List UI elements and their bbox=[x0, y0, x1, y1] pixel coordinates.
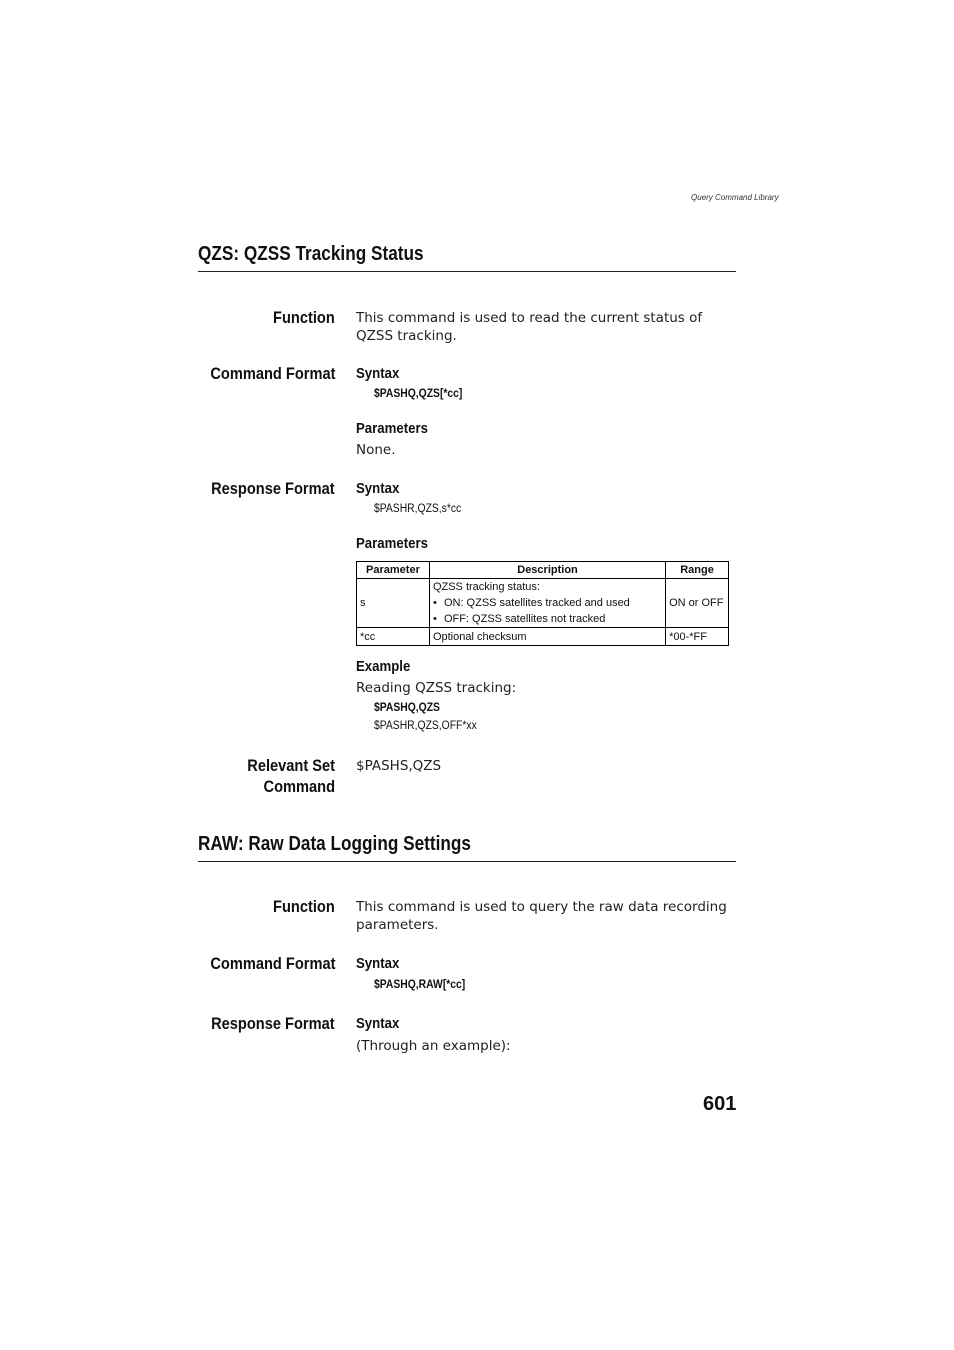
function-label: Function bbox=[273, 308, 335, 327]
table-cell-param: s bbox=[357, 579, 430, 628]
syntax-heading: Syntax bbox=[356, 1015, 400, 1032]
example-text: Reading QZSS tracking: bbox=[356, 680, 517, 696]
table-row bbox=[357, 628, 729, 646]
table-row bbox=[357, 579, 729, 628]
parameters-text: None. bbox=[356, 442, 396, 458]
section-title-raw: RAW: Raw Data Logging Settings bbox=[198, 833, 471, 855]
response-syntax: $PASHR,QZS,s*cc bbox=[374, 503, 462, 515]
command-syntax: $PASHQ,QZS[*cc] bbox=[374, 388, 463, 400]
relevant-set-command: $PASHS,QZS bbox=[356, 758, 442, 774]
function-description: This command is used to query the raw data recording parameters. bbox=[356, 899, 727, 933]
parameters-table bbox=[356, 561, 729, 646]
table-cell-description: Optional checksum bbox=[429, 628, 665, 646]
example-response: $PASHR,QZS,OFF*xx bbox=[374, 720, 477, 732]
function-description: This command is used to read the current status of QZSS tracking. bbox=[356, 310, 703, 344]
response-format-label: Response Format bbox=[211, 479, 335, 498]
list-item: • ON: QZSS satellites tracked and used bbox=[432, 597, 630, 609]
section-rule bbox=[198, 271, 736, 272]
table-cell-range: *00-*FF bbox=[666, 628, 729, 646]
example-command: $PASHQ,QZS bbox=[374, 702, 440, 714]
parameters-heading: Parameters bbox=[356, 420, 428, 437]
parameters-heading: Parameters bbox=[356, 535, 428, 552]
section-rule bbox=[198, 861, 736, 862]
table-cell-range: ON or OFF bbox=[666, 579, 729, 628]
example-heading: Example bbox=[356, 658, 411, 675]
section-title-qzs: QZS: QZSS Tracking Status bbox=[198, 243, 424, 265]
table-cell-description bbox=[429, 579, 665, 628]
response-syntax-text: (Through an example): bbox=[356, 1038, 511, 1054]
table-header-cell: Parameter bbox=[357, 562, 430, 579]
command-format-label: Command Format bbox=[209, 364, 335, 383]
function-label: Function bbox=[273, 897, 335, 916]
table-header-cell: Description bbox=[429, 562, 665, 579]
description-text: QZSS tracking status: bbox=[432, 581, 540, 593]
table-header-cell: Range bbox=[666, 562, 729, 579]
page-number: 601 bbox=[703, 1093, 737, 1115]
syntax-heading: Syntax bbox=[356, 480, 400, 497]
table-cell-param: *cc bbox=[357, 628, 430, 646]
relevant-label-line: Relevant Set bbox=[247, 756, 335, 775]
bullet-text: ON: QZSS satellites tracked and used bbox=[443, 597, 630, 609]
list-item: • OFF: QZSS satellites not tracked bbox=[432, 613, 606, 625]
relevant-set-command-label bbox=[247, 755, 335, 797]
relevant-label-line: Command bbox=[263, 777, 335, 796]
command-syntax: $PASHQ,RAW[*cc] bbox=[374, 979, 466, 991]
syntax-heading: Syntax bbox=[356, 955, 400, 972]
response-format-label: Response Format bbox=[211, 1014, 335, 1033]
command-format-label: Command Format bbox=[209, 954, 335, 973]
running-header: Query Command Library bbox=[691, 193, 779, 202]
bullet-text: OFF: QZSS satellites not tracked bbox=[443, 613, 606, 625]
syntax-heading: Syntax bbox=[356, 365, 400, 382]
table-header-row bbox=[357, 562, 729, 579]
